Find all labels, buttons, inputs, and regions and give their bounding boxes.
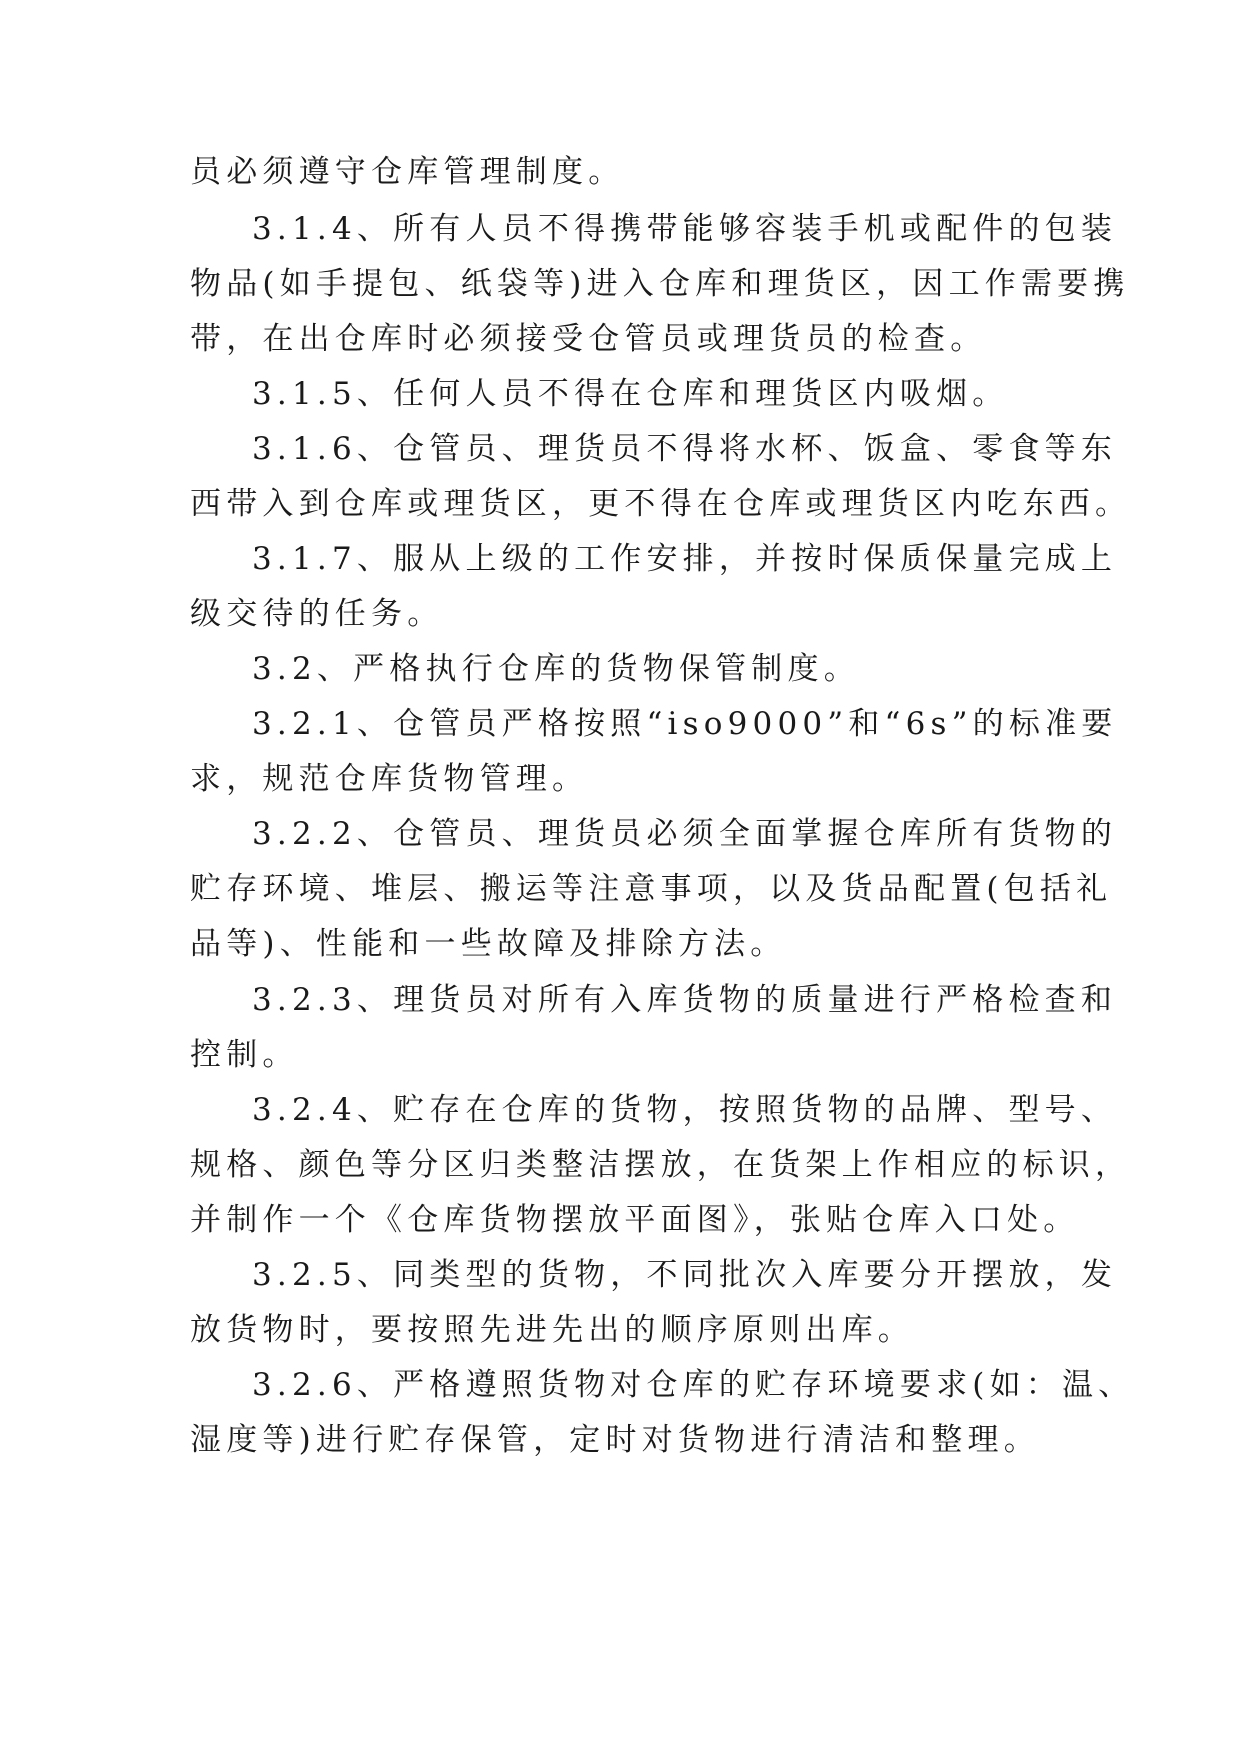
text-line: 3.2.2、仓管员、理货员必须全面掌握仓库所有货物的	[252, 816, 1118, 852]
text-line: 并制作一个《仓库货物摆放平面图》，张贴仓库入口处。	[190, 1202, 1080, 1238]
text-line: 湿度等)进行贮存保管，定时对货物进行清洁和整理。	[190, 1422, 1040, 1458]
text-line: 品等)、性能和一些故障及排除方法。	[190, 926, 787, 962]
text-line: 3.1.5、任何人员不得在仓库和理货区内吸烟。	[252, 376, 1009, 412]
text-line: 3.2.6、严格遵照货物对仓库的贮存环境要求(如：温、	[252, 1367, 1135, 1403]
text-line: 3.1.7、服从上级的工作安排，并按时保质保量完成上	[252, 541, 1118, 577]
text-line: 3.1.4、所有人员不得携带能够容装手机或配件的包装	[252, 211, 1118, 247]
text-line: 西带入到仓库或理货区，更不得在仓库或理货区内吃东西。	[190, 486, 1132, 522]
text-line: 3.2.3、理货员对所有入库货物的质量进行严格检查和	[252, 982, 1118, 1018]
text-line: 规格、颜色等分区归类整洁摆放，在货架上作相应的标识，	[190, 1147, 1132, 1183]
text-line: 3.2.5、同类型的货物，不同批次入库要分开摆放，发	[252, 1257, 1118, 1293]
text-line: 物品(如手提包、纸袋等)进入仓库和理货区，因工作需要携	[190, 266, 1130, 302]
text-line: 放货物时，要按照先进先出的顺序原则出库。	[190, 1312, 914, 1348]
text-line: 贮存环境、堆层、搬运等注意事项，以及货品配置(包括礼	[190, 871, 1113, 907]
text-line: 级交待的任务。	[190, 596, 444, 632]
text-line: 3.1.6、仓管员、理货员不得将水杯、饭盒、零食等东	[252, 431, 1118, 467]
text-line: 求，规范仓库货物管理。	[190, 761, 589, 797]
text-line: 员必须遵守仓库管理制度。	[190, 154, 625, 190]
text-line: 3.2.4、贮存在仓库的货物，按照货物的品牌、型号、	[252, 1092, 1118, 1128]
text-line: 3.2、严格执行仓库的货物保管制度。	[252, 651, 860, 687]
text-line: 3.2.1、仓管员严格按照“iso9000”和“6s”的标准要	[252, 706, 1118, 742]
text-line: 带，在出仓库时必须接受仓管员或理货员的检查。	[190, 321, 987, 357]
text-line: 控制。	[190, 1037, 299, 1073]
